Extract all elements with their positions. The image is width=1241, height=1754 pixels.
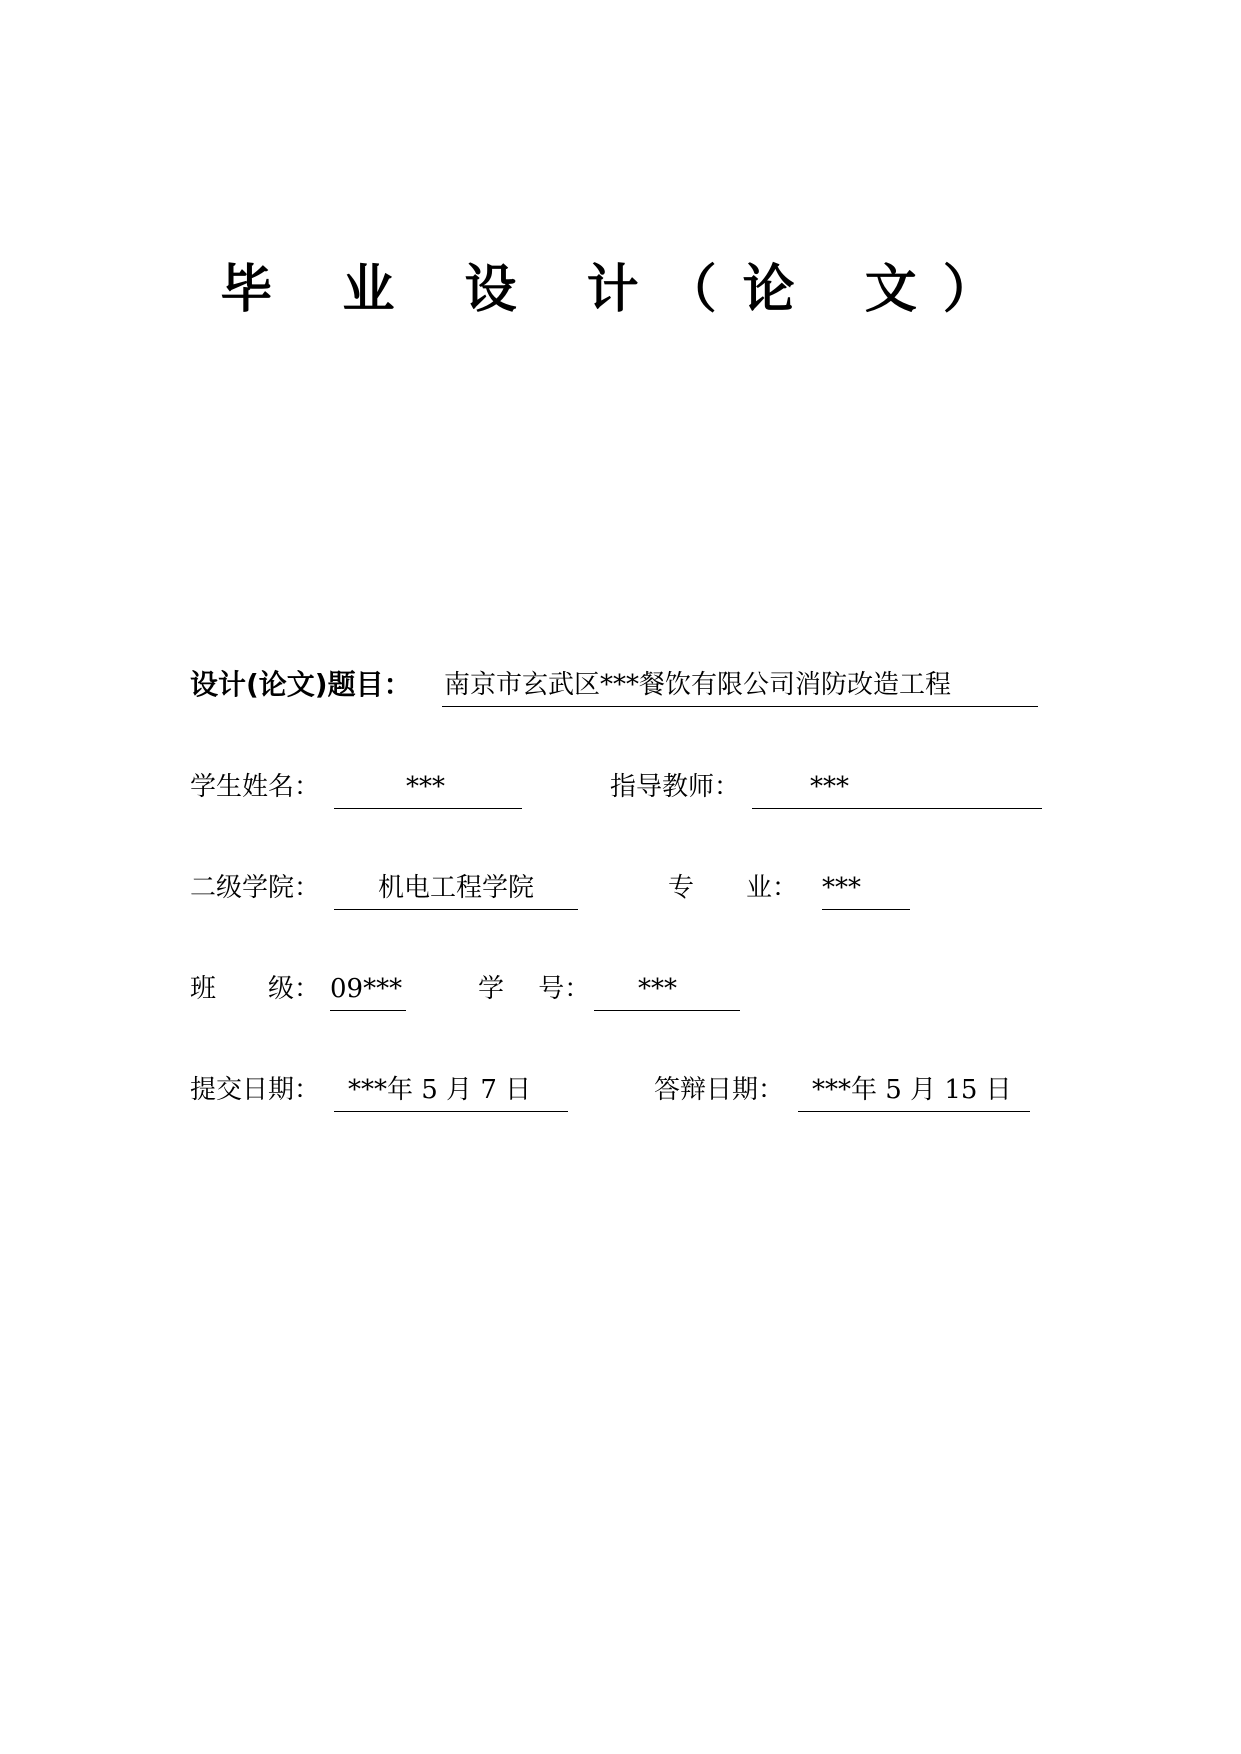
student-name-field (334, 764, 522, 809)
student-name-label: 学生姓名： (190, 772, 321, 802)
page-title: 毕 业 设 计（论 文） (220, 260, 1021, 320)
defense-date-value: ***年 5 月 15 日 (812, 1075, 1012, 1105)
dates-row (190, 1067, 1050, 1113)
topic-value: 南京市玄武区***餐饮有限公司消防改造工程 (444, 670, 952, 700)
class-id-row (190, 966, 1050, 1012)
topic-row (190, 662, 1050, 708)
class-field (330, 966, 406, 1011)
name-advisor-row (190, 764, 1050, 810)
class-label: 班 级： (190, 974, 321, 1004)
student-name-value: *** (406, 772, 445, 802)
defense-date-label: 答辩日期： (654, 1075, 785, 1105)
major-value: *** (822, 873, 861, 903)
college-label: 二级学院： (190, 873, 321, 903)
college-value: 机电工程学院 (378, 873, 535, 903)
defense-date-field (798, 1067, 1030, 1112)
submit-date-label: 提交日期： (190, 1075, 321, 1105)
major-field (822, 865, 910, 910)
class-value: 09*** (330, 974, 403, 1004)
topic-label: 设计(论文)题目： (190, 668, 412, 701)
major-label: 专 业： (668, 873, 799, 903)
submit-date-field (334, 1067, 568, 1112)
college-major-row (190, 865, 1050, 911)
advisor-field (752, 764, 1042, 809)
advisor-value: *** (810, 772, 849, 802)
student-id-field (594, 966, 740, 1011)
student-id-value: *** (638, 974, 677, 1004)
student-id-label: 学 号： (478, 974, 591, 1004)
submit-date-value: ***年 5 月 7 日 (348, 1075, 532, 1105)
advisor-label: 指导教师： (610, 772, 741, 802)
topic-field (442, 662, 1038, 707)
college-field (334, 865, 578, 910)
